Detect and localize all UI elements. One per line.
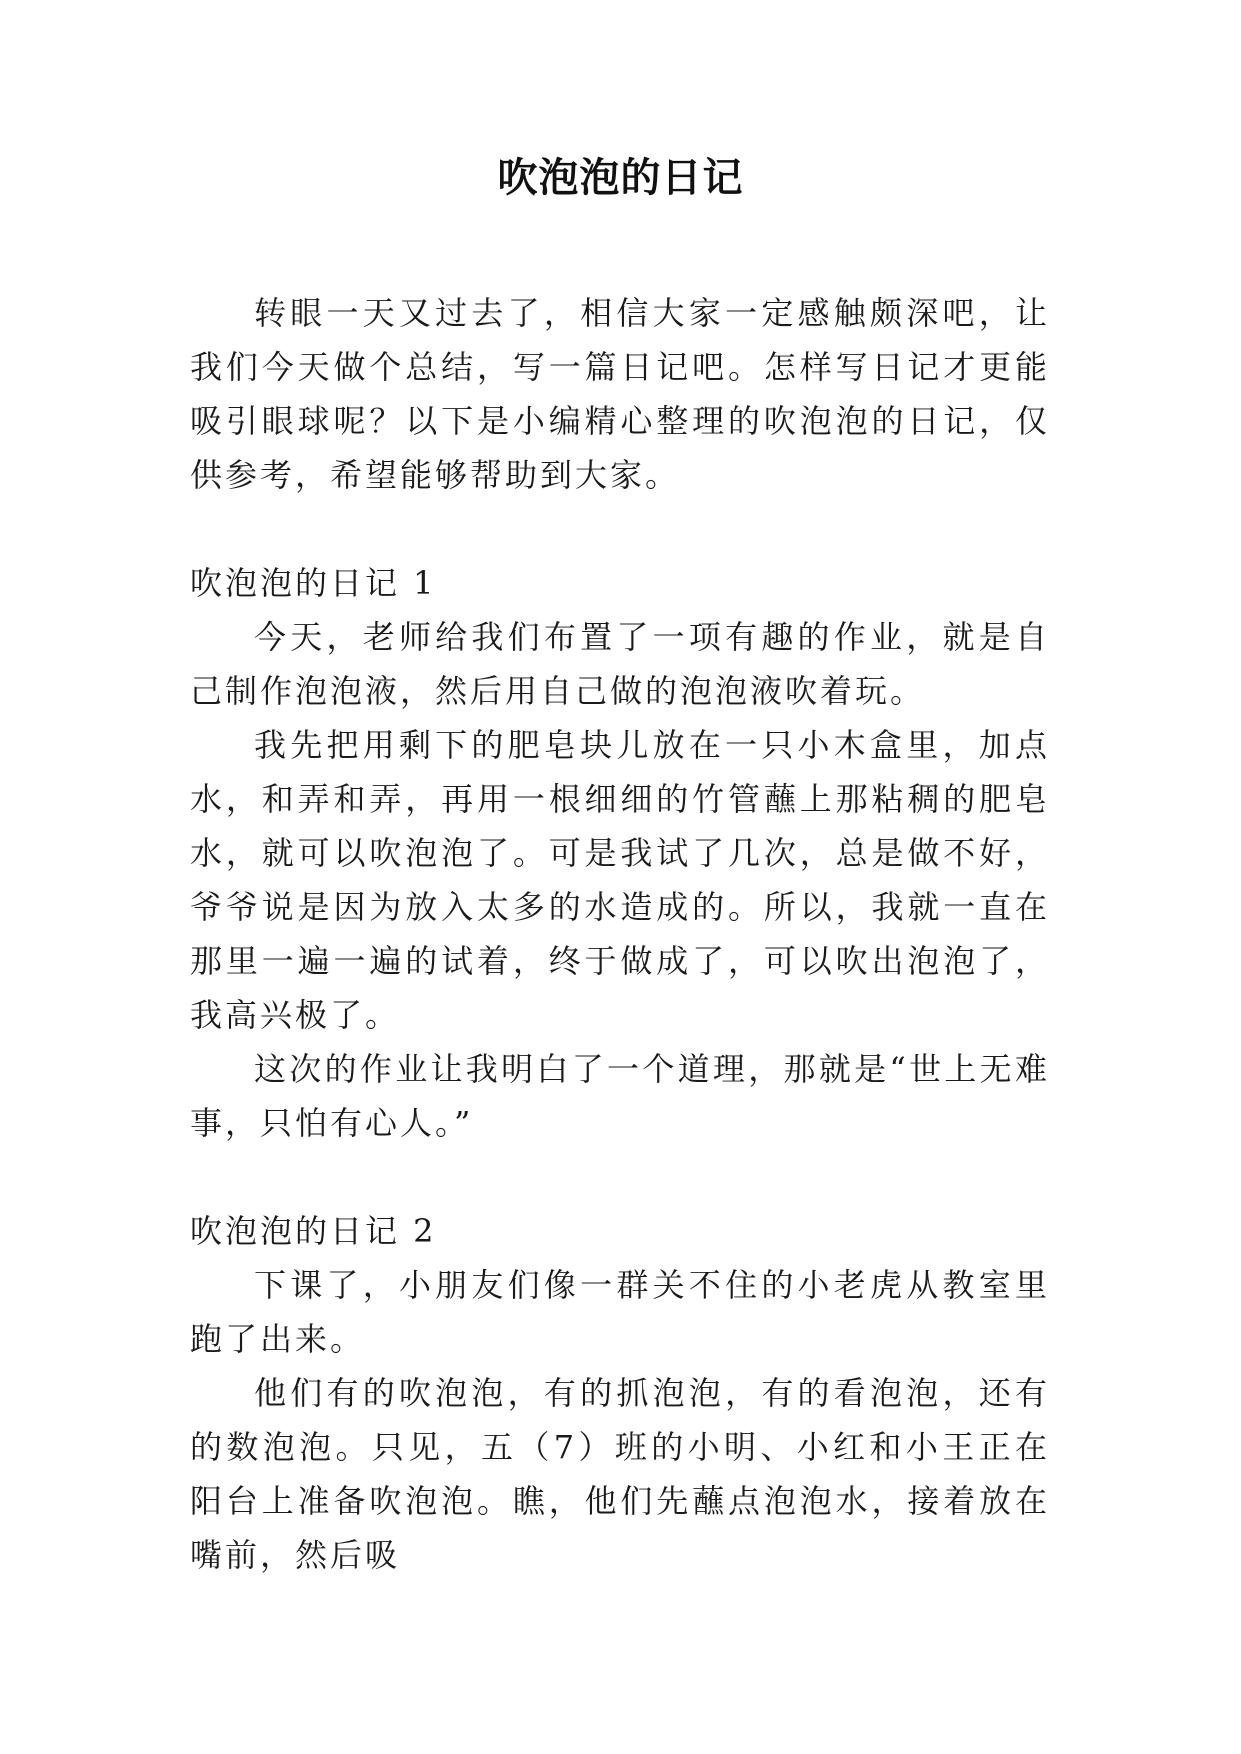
section-1-paragraph-2: 我先把用剩下的肥皂块儿放在一只小木盒里，加点水，和弄和弄，再用一根细细的竹管蘸上那粘稠的肥皂水，就可以吹泡泡了。可是我试了几次，总是做不好，爷爷说是因为放入太多的水造成的。所以，我就一直在那里一遍一遍的试着，终于做成了，可以吹出泡泡了，我高兴极了。 <box>190 726 1050 1034</box>
section-1-paragraph-3: 这次的作业让我明白了一个道理，那就是“世上无难事，只怕有心人。” <box>190 1050 1050 1142</box>
spacer <box>190 502 1050 556</box>
document-title: 吹泡泡的日记 <box>497 155 744 201</box>
document-body <box>190 286 1050 1582</box>
section-2-paragraph-1: 下课了，小朋友们像一群关不住的小老虎从教室里跑了出来。 <box>190 1266 1050 1358</box>
spacer <box>190 1150 1050 1204</box>
section-heading-1: 吹泡泡的日记 1 <box>190 564 437 602</box>
section-2-paragraph-2: 他们有的吹泡泡，有的抓泡泡，有的看泡泡，还有的数泡泡。只见，五（7）班的小明、小红和小王正在阳台上准备吹泡泡。瞧，他们先蘸点泡泡水，接着放在嘴前，然后吸 <box>190 1374 1050 1574</box>
intro-paragraph: 转眼一天又过去了，相信大家一定感触颇深吧，让我们今天做个总结，写一篇日记吧。怎样写日记才更能吸引眼球呢？以下是小编精心整理的吹泡泡的日记，仅供参考，希望能够帮助到大家。 <box>190 294 1050 494</box>
section-1-paragraph-1: 今天，老师给我们布置了一项有趣的作业，就是自己制作泡泡液，然后用自己做的泡泡液吹着玩。 <box>190 618 1050 710</box>
section-heading-2: 吹泡泡的日记 2 <box>190 1212 437 1250</box>
